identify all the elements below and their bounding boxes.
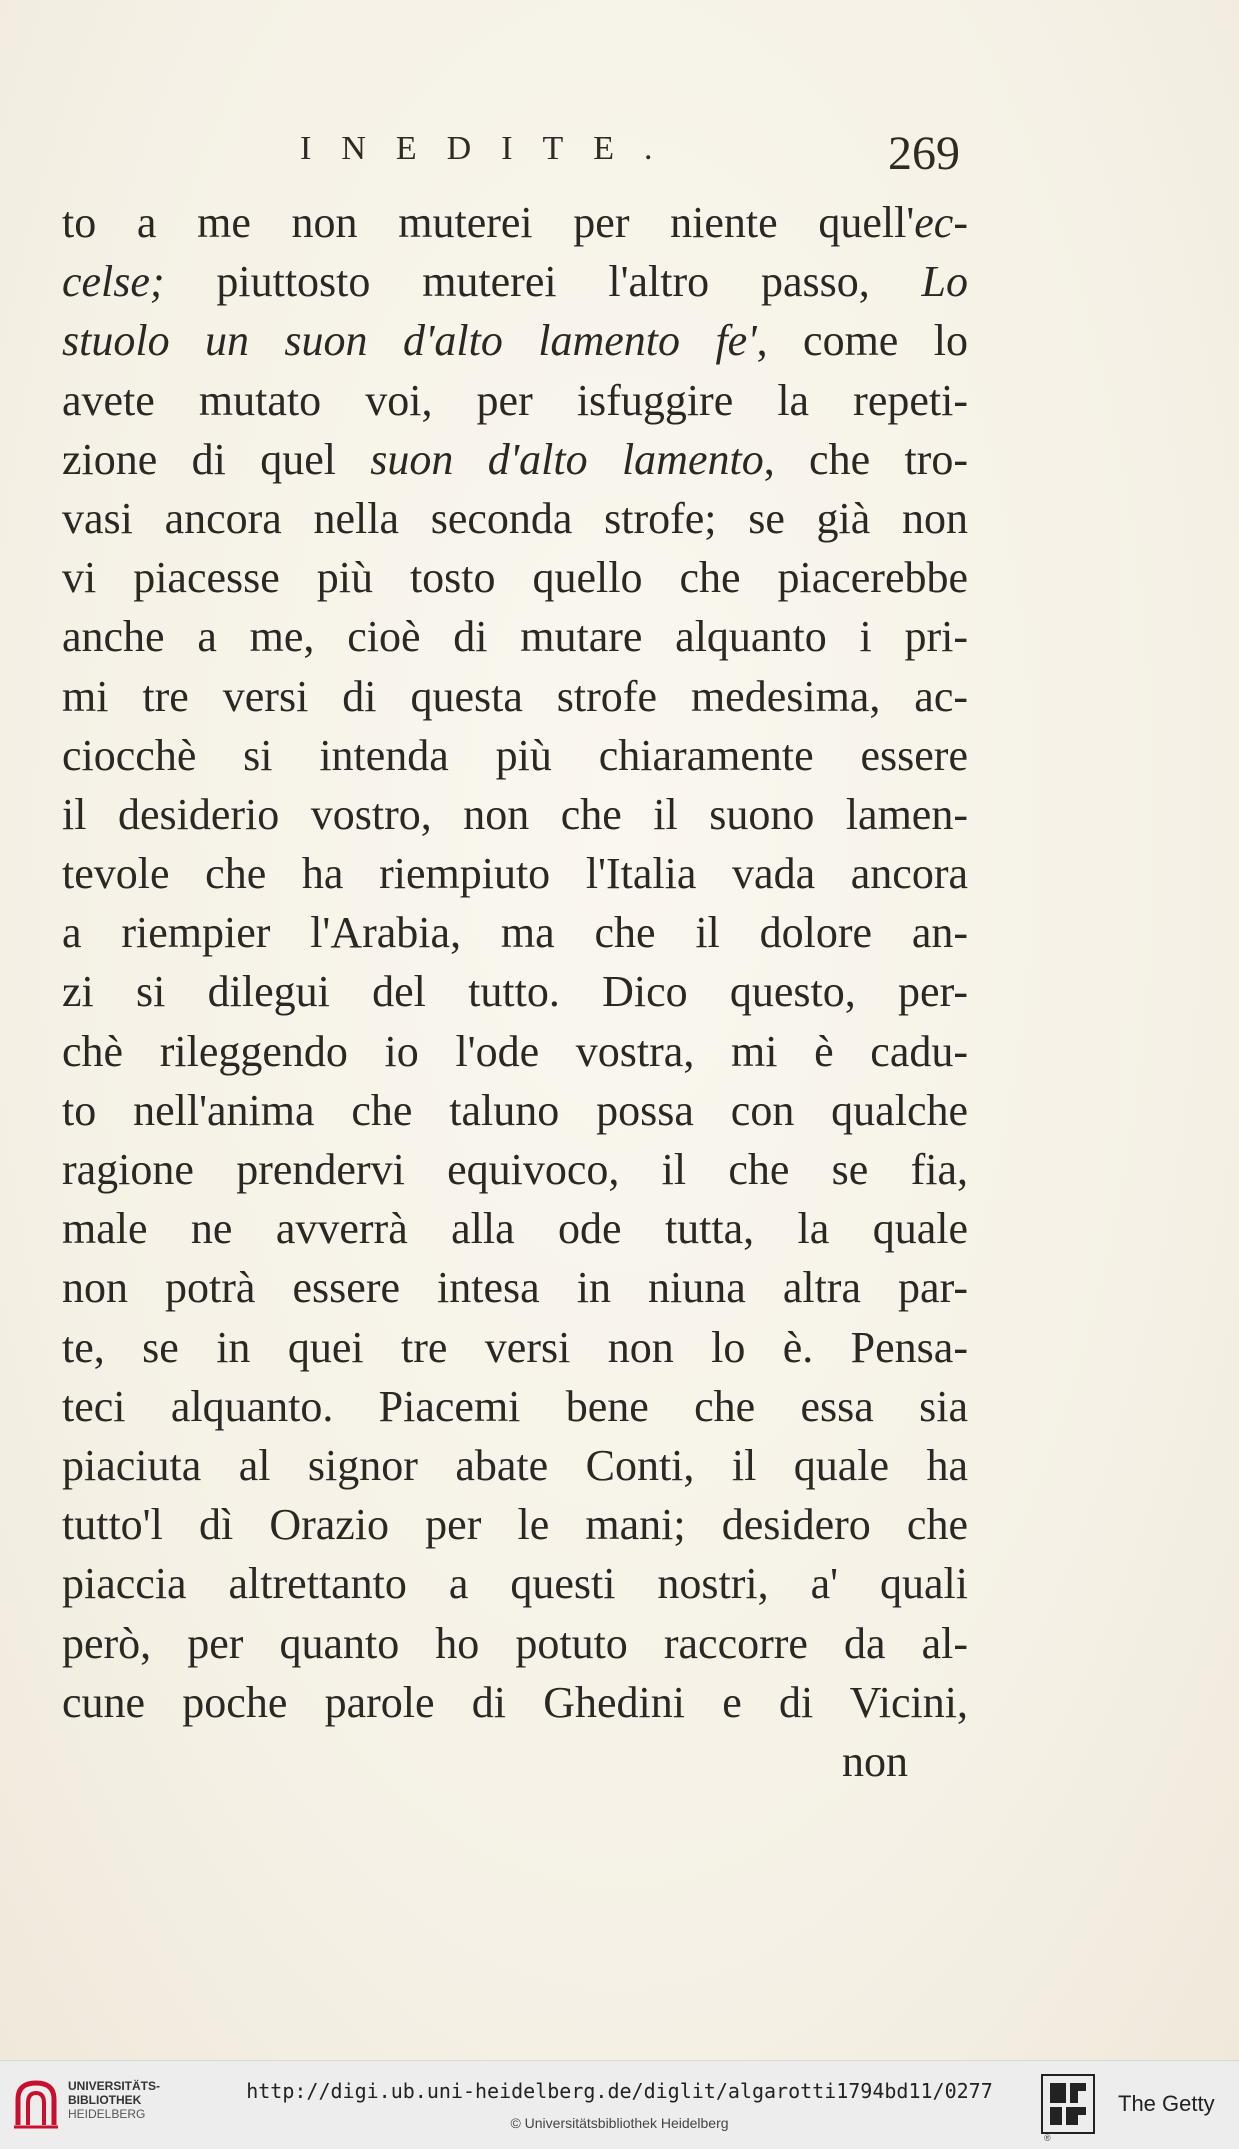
text-run: però, per quanto ho potuto raccorre da al-	[62, 1618, 968, 1668]
italic-text-run: suon d'alto lamento	[370, 434, 764, 484]
text-run: il desiderio vostro, non che il suono lamen-	[62, 789, 968, 839]
running-head	[300, 127, 980, 190]
text-run: cune poche parole di Ghedini e di Vicini,	[62, 1677, 968, 1727]
getty-logo-icon	[1040, 2073, 1096, 2135]
italic-text-run: Lo	[921, 257, 968, 307]
text-line	[62, 489, 968, 548]
text-line	[62, 311, 968, 370]
text-line	[62, 962, 968, 1021]
text-line	[62, 1554, 968, 1613]
text-line	[62, 1673, 968, 1732]
text-run: tutto'l dì Orazio per le mani; desidero che	[62, 1500, 968, 1550]
text-line	[62, 1022, 968, 1081]
text-line	[62, 726, 968, 785]
text-run: ragione prendervi equivoco, il che se fia,	[62, 1145, 968, 1194]
italic-text-run: celse;	[62, 257, 165, 307]
getty-name: The Getty	[1118, 2091, 1215, 2116]
text-line	[62, 193, 968, 252]
text-line	[62, 667, 968, 726]
text-run: vi piacesse più tosto quello che piacerebbe	[62, 553, 968, 603]
page-number: 269	[888, 127, 960, 180]
text-run: zione di quel	[62, 434, 371, 484]
text-line	[62, 844, 968, 903]
text-line	[62, 548, 968, 607]
text-run: piaciuta al signor abate Conti, il quale ha	[62, 1440, 968, 1490]
text-run: avete mutato voi, per isfuggire la repeti-	[62, 375, 968, 425]
text-line	[62, 785, 968, 844]
text-run: piuttosto muterei l'altro passo,	[164, 257, 922, 307]
text-line	[62, 607, 968, 666]
text-line	[62, 1140, 968, 1199]
text-run: non potrà essere intesa in niuna altra par-	[62, 1263, 968, 1313]
text-line	[62, 1199, 968, 1258]
copyright-notice: © Universitätsbibliothek Heidelberg	[510, 2115, 729, 2131]
text-run: teci alquanto. Piacemi bene che essa sia	[62, 1381, 968, 1431]
library-name-line-1: UNIVERSITÄTS-	[68, 2079, 161, 2093]
text-run: a riempier l'Arabia, ma che il dolore an-	[62, 908, 968, 958]
text-run: , che tro-	[763, 434, 968, 484]
text-run: tevole che ha riempiuto l'Italia vada ancora	[62, 849, 968, 899]
registered-mark: ®	[1044, 2133, 1051, 2143]
library-name-city: HEIDELBERG	[68, 2107, 146, 2121]
text-line	[62, 903, 968, 962]
text-run: ciocchè si intenda più chiaramente essere	[62, 730, 968, 780]
italic-text-run: stuolo un suon d'alto lamento fe'	[62, 316, 757, 366]
text-run: to a me non muterei per niente quell'	[62, 198, 915, 247]
text-line	[62, 1614, 968, 1673]
running-head-title: INEDITE.	[300, 130, 683, 167]
catchword: non	[842, 1736, 908, 1786]
text-line	[62, 1377, 968, 1436]
text-line	[62, 1436, 968, 1495]
text-run: zi si dilegui del tutto. Dico questo, per-	[62, 967, 968, 1017]
text-run: mi tre versi di questa strofe medesima, ac-	[62, 671, 968, 721]
letter-text	[62, 193, 968, 1791]
text-run: te, se in quei tre versi non lo è. Pensa-	[62, 1322, 968, 1372]
footer-bar	[0, 2060, 1239, 2149]
library-name-line-2: BIBLIOTHEK	[68, 2093, 142, 2107]
text-run: piaccia altrettanto a questi nostri, a' quali	[62, 1559, 968, 1609]
text-line	[62, 1495, 968, 1554]
italic-text-run: ec-	[914, 198, 968, 247]
text-run: , come lo	[756, 316, 968, 366]
text-run: vasi ancora nella seconda strofe; se già non	[62, 493, 968, 543]
text-run: male ne avverrà alla ode tutta, la quale	[62, 1204, 968, 1254]
text-line	[62, 371, 968, 430]
text-line	[62, 430, 968, 489]
text-line	[62, 252, 968, 311]
text-line	[62, 1081, 968, 1140]
text-run: chè rileggendo io l'ode vostra, mi è cadu-	[62, 1026, 968, 1076]
text-line	[62, 1318, 968, 1377]
text-run: anche a me, cioè di mutare alquanto i pri-	[62, 612, 968, 662]
permalink-url[interactable]: http://digi.ub.uni-heidelberg.de/diglit/algarotti1794bd11/0277	[246, 2079, 993, 2103]
text-line	[62, 1258, 968, 1317]
text-run: to nell'anima che taluno possa con qualche	[62, 1085, 968, 1135]
